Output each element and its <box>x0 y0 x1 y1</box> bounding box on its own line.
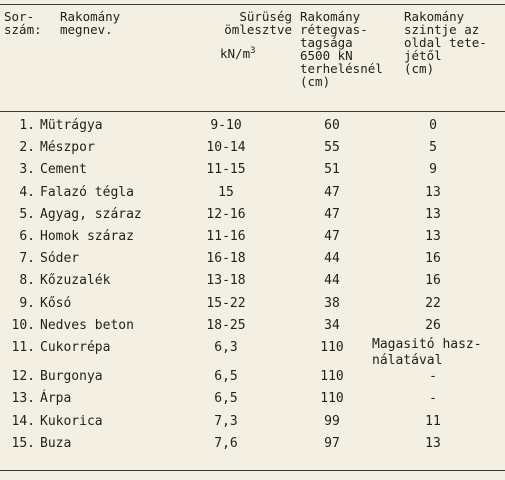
bottom-rule <box>0 470 505 471</box>
row-number: 2. <box>19 140 35 156</box>
density-unit-exponent: 3 <box>250 46 256 56</box>
layer-thickness: 44 <box>324 251 340 267</box>
table-row <box>0 137 505 159</box>
layer-thickness: 97 <box>324 435 340 451</box>
cargo-name: Kősó <box>40 295 72 311</box>
top-rule <box>0 4 505 5</box>
table-row <box>0 315 505 337</box>
layer-thickness: 34 <box>324 317 340 333</box>
header-density-unit <box>220 46 256 61</box>
table-row <box>0 226 505 248</box>
cargo-level: 13 <box>425 435 441 451</box>
bulk-density: 6,3 <box>214 340 238 355</box>
table-row <box>0 182 505 204</box>
row-number: 5. <box>19 206 35 222</box>
table-row <box>0 337 505 368</box>
cargo-name: Sóder <box>40 251 80 267</box>
row-number: 10. <box>11 317 35 333</box>
header-bulk-density: Sürüség ömlesztve <box>224 9 292 37</box>
row-number: 9. <box>19 295 35 311</box>
bulk-density: 10-14 <box>206 140 246 156</box>
cargo-level: 5 <box>429 140 437 156</box>
bulk-density: 6,5 <box>214 391 238 407</box>
table-row <box>0 411 505 433</box>
cargo-name: Árpa <box>40 391 72 407</box>
row-number: 4. <box>19 184 35 200</box>
row-number: 12. <box>11 369 35 385</box>
table-row <box>0 115 505 137</box>
cargo-name: Mészpor <box>40 140 95 156</box>
cargo-level: 13 <box>425 229 441 244</box>
layer-thickness: 110 <box>320 340 344 355</box>
cargo-level: 13 <box>425 206 441 222</box>
cargo-name: Falazó tégla <box>40 184 134 200</box>
cargo-name: Nedves beton <box>40 317 134 333</box>
bulk-density: 13-18 <box>206 273 246 289</box>
cargo-name: Kukorica <box>40 413 103 429</box>
layer-thickness: 110 <box>320 391 344 407</box>
header-layer-thickness: Rakomány rétegvas- tagsága 6500 kN terhelésnél (cm) <box>300 9 383 89</box>
table-row <box>0 248 505 270</box>
header-cargo-level: Rakomány szintje az oldal tete- jétől (cm) <box>404 9 487 76</box>
layer-thickness: 110 <box>320 369 344 385</box>
cargo-name: Cukorrépa <box>40 340 111 355</box>
bulk-density: 18-25 <box>206 317 246 333</box>
row-number: 1. <box>19 118 35 133</box>
layer-thickness: 51 <box>324 162 340 178</box>
bulk-density: 12-16 <box>206 206 246 222</box>
cargo-level: 16 <box>425 251 441 267</box>
cargo-level: 9 <box>429 162 437 178</box>
bulk-density: 11-16 <box>206 229 246 244</box>
layer-thickness: 38 <box>324 295 340 311</box>
table-row <box>0 270 505 292</box>
cargo-level: 26 <box>425 317 441 333</box>
cargo-name: Mütrágya <box>40 118 103 133</box>
cargo-level: 13 <box>425 184 441 200</box>
cargo-level: - <box>429 391 437 407</box>
cargo-level: 11 <box>425 413 441 429</box>
table-row <box>0 204 505 226</box>
header-cargo-name: Rakomány megnev. <box>60 9 121 37</box>
layer-thickness: 47 <box>324 184 340 200</box>
cargo-name: Buza <box>40 435 72 451</box>
density-unit-base: kN/m <box>220 46 251 62</box>
cargo-name: Agyag, száraz <box>40 206 142 222</box>
layer-thickness: 99 <box>324 413 340 429</box>
cargo-name: Kőzuzalék <box>40 273 111 289</box>
layer-thickness: 44 <box>324 273 340 289</box>
header-row-number: Sor- szám: <box>4 9 42 37</box>
table-row <box>0 159 505 181</box>
layer-thickness: 47 <box>324 206 340 222</box>
bulk-density: 7,6 <box>214 435 238 451</box>
row-number: 11. <box>11 340 35 355</box>
row-number: 6. <box>19 229 35 244</box>
bulk-density: 15 <box>218 184 234 200</box>
cargo-level: 22 <box>425 295 441 311</box>
table-row <box>0 388 505 410</box>
bulk-density: 15-22 <box>206 295 246 311</box>
cargo-level: 0 <box>429 118 437 133</box>
cargo-level: - <box>429 369 437 385</box>
bulk-density: 6,5 <box>214 369 238 385</box>
layer-thickness: 47 <box>324 229 340 244</box>
row-number: 14. <box>11 413 35 429</box>
table-row <box>0 366 505 388</box>
header-rule <box>0 111 505 112</box>
bulk-density: 11-15 <box>206 162 246 178</box>
cargo-name: Cement <box>40 162 87 178</box>
layer-thickness: 60 <box>324 118 340 133</box>
cargo-level-note: Magasitó hasz- nálatával <box>372 337 482 368</box>
bulk-density: 16-18 <box>206 251 246 267</box>
row-number: 13. <box>11 391 35 407</box>
cargo-level: 16 <box>425 273 441 289</box>
row-number: 15. <box>11 435 35 451</box>
row-number: 3. <box>19 162 35 178</box>
row-number: 8. <box>19 273 35 289</box>
cargo-name: Homok száraz <box>40 229 134 244</box>
layer-thickness: 55 <box>324 140 340 156</box>
cargo-name: Burgonya <box>40 369 103 385</box>
row-number: 7. <box>19 251 35 267</box>
bulk-density: 7,3 <box>214 413 238 429</box>
table-row <box>0 293 505 315</box>
table-row <box>0 433 505 455</box>
bulk-density: 9-10 <box>210 118 242 133</box>
